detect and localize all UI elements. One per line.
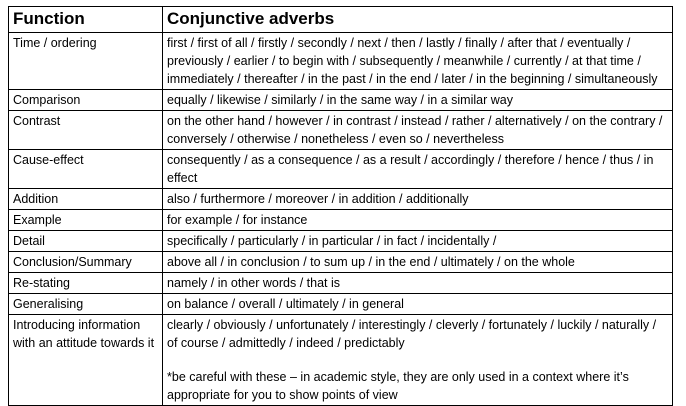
- adverbs-cell: on balance / overall / ultimately / in general: [163, 294, 673, 315]
- table-row: [9, 189, 673, 210]
- function-cell: Contrast: [9, 111, 163, 150]
- adverbs-cell: namely / in other words / that is: [163, 273, 673, 294]
- function-cell: Comparison: [9, 90, 163, 111]
- adverbs-cell: [163, 315, 673, 406]
- adverbs-cell: on the other hand / however / in contrast / instead / rather / alternatively / on the contrary / conversely / otherwise / nonetheless / even so / nevertheless: [163, 111, 673, 150]
- adverbs-cell: specifically / particularly / in particular / in fact / incidentally /: [163, 231, 673, 252]
- function-cell: Example: [9, 210, 163, 231]
- function-cell: Detail: [9, 231, 163, 252]
- conjunctive-adverbs-table: [8, 6, 673, 406]
- adverbs-cell: equally / likewise / similarly / in the same way / in a similar way: [163, 90, 673, 111]
- conjunctive-adverbs-table-container: [8, 6, 673, 406]
- table-row: [9, 210, 673, 231]
- table-row: [9, 231, 673, 252]
- header-conjunctive-adverbs: Conjunctive adverbs: [163, 7, 673, 33]
- adverbs-cell: first / first of all / firstly / secondly / next / then / lastly / finally / after that / eventually / previously / earlier / to begin with / subsequently / meanwhile / currently / at that time / immediately / thereafter / in the past / in the end / later / in the beginning / simultaneously: [163, 33, 673, 90]
- function-cell: Conclusion/Summary: [9, 252, 163, 273]
- table-row: [9, 273, 673, 294]
- header-row: [9, 7, 673, 33]
- function-cell: Re-stating: [9, 273, 163, 294]
- adverbs-cell: above all / in conclusion / to sum up / in the end / ultimately / on the whole: [163, 252, 673, 273]
- header-function: Function: [9, 7, 163, 33]
- function-cell: Cause-effect: [9, 150, 163, 189]
- table-row: [9, 315, 673, 406]
- adverbs-cell: consequently / as a consequence / as a result / accordingly / therefore / hence / thus / in effect: [163, 150, 673, 189]
- usage-note: *be careful with these – in academic style, they are only used in a context where it’s appropriate for you to show points of view: [167, 370, 629, 402]
- table-row: [9, 150, 673, 189]
- adverbs-text: clearly / obviously / unfortunately / interestingly / cleverly / fortunately / luckily / naturally / of course / admittedly / indeed / predictably: [167, 318, 657, 350]
- table-row: [9, 294, 673, 315]
- function-cell: Introducing information with an attitude towards it: [9, 315, 163, 406]
- table-row: [9, 90, 673, 111]
- table-row: [9, 252, 673, 273]
- function-cell: Generalising: [9, 294, 163, 315]
- table-row: [9, 111, 673, 150]
- adverbs-cell: also / furthermore / moreover / in addition / additionally: [163, 189, 673, 210]
- adverbs-cell: for example / for instance: [163, 210, 673, 231]
- table-row: [9, 33, 673, 90]
- function-cell: Addition: [9, 189, 163, 210]
- function-cell: Time / ordering: [9, 33, 163, 90]
